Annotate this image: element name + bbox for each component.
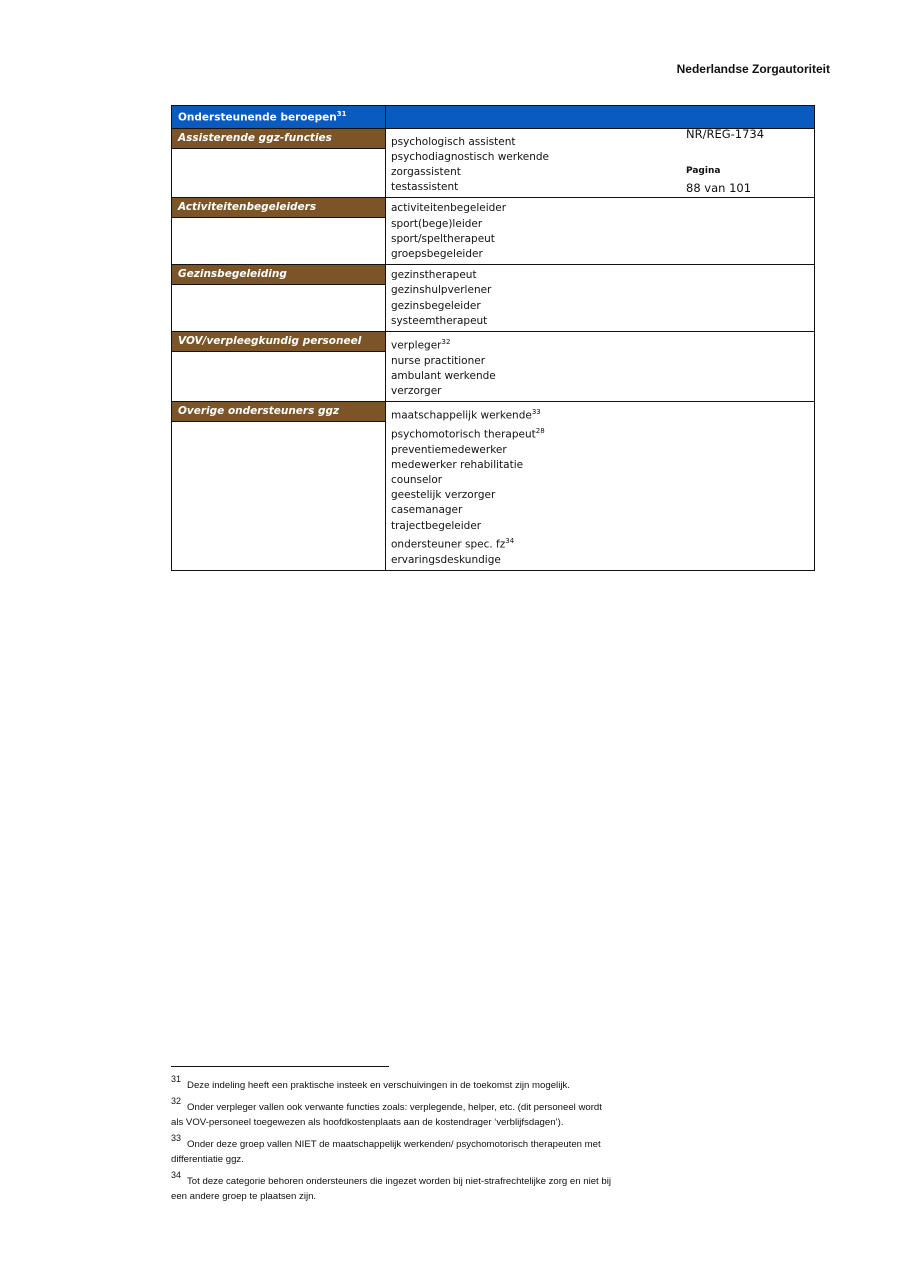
organization-name: Nederlandse Zorgautoriteit (676, 62, 830, 76)
list-item: groepsbegeleider (391, 247, 483, 260)
group-label: Gezinsbegeleiding (172, 265, 385, 285)
group-label: Assisterende ggz-functies (172, 129, 385, 149)
list-item: verpleger$^{32}$ (391, 337, 451, 352)
list-item: ervaringsdeskundige (391, 553, 501, 566)
list-item: maatschappelijk werkende$^{33}$ (391, 408, 541, 422)
list-item: psychomotorisch therapeut$^{28}$ (391, 426, 545, 441)
group-label: Activiteitenbegeleiders (172, 198, 385, 218)
footnote-divider (171, 1066, 389, 1067)
group-label: VOV/verpleegkundig personeel (172, 332, 385, 352)
list-item: verzorger (391, 385, 442, 398)
footnote: $^{31}$Deze indeling heeft een praktische insteek en verschuivingen in de toekomst zijn mogelijk. (171, 1074, 570, 1091)
list-item: casemanager (391, 504, 463, 517)
table-title: Ondersteunende beroepen$^{31}$ (178, 110, 347, 124)
list-item: nurse practitioner (391, 354, 486, 367)
list-item: sport/speltherapeut (391, 232, 495, 245)
list-item: zorgassistent (391, 165, 461, 178)
list-item: testassistent (391, 181, 459, 194)
reference-number: NR/REG-1734 (686, 127, 765, 141)
list-item: gezinstherapeut (391, 269, 477, 282)
footnotes (171, 1072, 611, 1205)
footnote: $^{33}$Onder deze groep vallen NIET de maatschappelijk werkenden/ psychomotorisch therapeuten met differentiatie ggz. (171, 1132, 601, 1165)
list-item: activiteitenbegeleider (391, 202, 507, 215)
page-number: 88 van 101 (686, 181, 752, 195)
list-item: counselor (391, 474, 443, 487)
list-item: gezinshulpverlener (391, 284, 492, 297)
table-row (172, 265, 815, 332)
table-row (172, 198, 815, 265)
list-item: gezinsbegeleider (391, 299, 481, 312)
list-item: geestelijk verzorger (391, 489, 496, 502)
footnote: $^{34}$Tot deze categorie behoren ondersteuners die ingezet worden bij niet-strafrechtelijke zorg en niet bij een andere groep te plaatsen zijn. (171, 1169, 611, 1202)
list-item: systeemtherapeut (391, 314, 488, 327)
list-item: trajectbegeleider (391, 519, 482, 532)
list-item: psychodiagnostisch werkende (391, 150, 550, 163)
group-label: Overige ondersteuners ggz (172, 402, 385, 422)
list-item: sport(bege)leider (391, 217, 483, 230)
list-item: psychologisch assistent (391, 135, 516, 148)
list-item: medewerker rehabilitatie (391, 458, 524, 471)
list-item: ambulant werkende (391, 369, 496, 382)
list-item: ondersteuner spec. $fz^{34}$ (391, 536, 515, 551)
list-item: preventiemedewerker (391, 443, 507, 456)
table-header-row (172, 106, 815, 129)
table-row (172, 331, 815, 401)
footnote: $^{32}$Onder verpleger vallen ook verwante functies zoals: verplegende, helper, etc. (dit personeel wordt als VOV-personeel toegewezen als hoofdkostenplaats aan de kostendrager ‘verblijfsdagen’). (171, 1095, 602, 1128)
page-label: Pagina (686, 166, 721, 176)
table-row (172, 402, 815, 571)
